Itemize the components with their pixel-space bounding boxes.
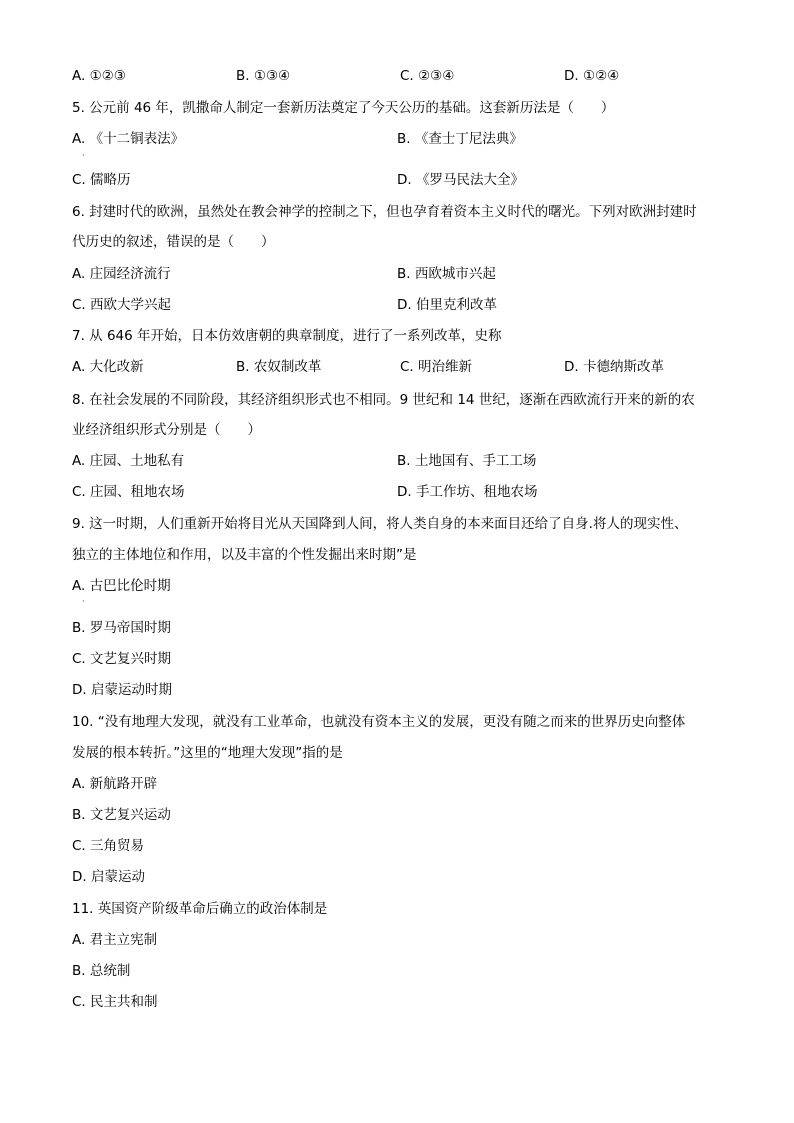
q9-option-a: A. 古巴比伦时期 (72, 578, 171, 594)
q7-option-a: A. 大化改新 (72, 359, 144, 375)
q7-option-b: B. 农奴制改革 (236, 359, 322, 375)
q8-option-a: A. 庄园、土地私有 (72, 453, 185, 469)
q4-option-d: D. ①②④ (564, 68, 620, 84)
q8-stem-line2: 业经济组织形式分别是（ ） (72, 422, 261, 438)
q7-options (72, 358, 734, 376)
q11-stem: 11. 英国资产阶级革命后确立的政治体制是 (72, 901, 328, 917)
q6-options-row1 (72, 265, 722, 283)
q10-option-b: B. 文艺复兴运动 (72, 807, 171, 823)
q6-options-row2 (72, 296, 722, 314)
q10-option-a: A. 新航路开辟 (72, 776, 158, 792)
q6-stem-line2: 代历史的叙述，错误的是（ ） (72, 234, 275, 250)
q8-options-row2 (72, 483, 722, 501)
q6-option-c: C. 西欧大学兴起 (72, 297, 172, 313)
q10-option-d: D. 启蒙运动 (72, 869, 145, 885)
q5-options-row2 (72, 171, 722, 189)
q6-option-d: D. 伯里克利改革 (397, 297, 497, 313)
q5-option-b: B. 《查士丁尼法典》 (397, 131, 523, 147)
q11-option-a: A. 君主立宪制 (72, 932, 158, 948)
q10-option-c: C. 三角贸易 (72, 838, 145, 854)
q8-stem-line1: 8. 在社会发展的不同阶段，其经济组织形式也不相同。9 世纪和 14 世纪，逐渐在西欧流行开来的新的农 (72, 392, 695, 408)
q4-options (72, 67, 734, 85)
q9-option-d: D. 启蒙运动时期 (72, 682, 172, 698)
q9-stem-line2: 独立的主体地位和作用，以及丰富的个性发掘出来时期”是 (72, 547, 417, 563)
q5-option-a: A. 《十二铜表法》 (72, 131, 185, 147)
q10-stem-line1: 10. “没有地理大发现，就没有工业革命，也就没有资本主义的发展，更没有随之而来的世界历史向整体 (72, 714, 686, 730)
q6-option-b: B. 西欧城市兴起 (397, 266, 496, 282)
emphasis-dot: · (82, 597, 85, 606)
q7-stem: 7. 从 646 年开始，日本仿效唐朝的典章制度，进行了一系列改革，史称 (72, 328, 502, 344)
q8-option-b: B. 土地国有、手工工场 (397, 453, 537, 469)
emphasis-dot: · (82, 151, 85, 160)
q5-option-c: C. 儒略历 (72, 172, 131, 188)
q4-option-b: B. ①③④ (236, 68, 291, 84)
q4-option-c: C. ②③④ (400, 68, 455, 84)
q8-options-row1 (72, 452, 722, 470)
q9-option-b: B. 罗马帝国时期 (72, 620, 171, 636)
q4-option-a: A. ①②③ (72, 68, 126, 84)
q6-stem-line1: 6. 封建时代的欧洲，虽然处在教会神学的控制之下，但也孕育着资本主义时代的曙光。下列对欧洲封建时 (72, 204, 697, 220)
q11-option-c: C. 民主共和制 (72, 994, 158, 1010)
q5-option-d: D. 《罗马民法大全》 (397, 172, 524, 188)
q6-option-a: A. 庄园经济流行 (72, 266, 171, 282)
q9-option-c: C. 文艺复兴时期 (72, 651, 172, 667)
q7-option-d: D. 卡德纳斯改革 (564, 359, 664, 375)
q11-option-b: B. 总统制 (72, 963, 131, 979)
q8-option-d: D. 手工作坊、租地农场 (397, 484, 538, 500)
q8-option-c: C. 庄园、租地农场 (72, 484, 185, 500)
q10-stem-line2: 发展的根本转折。”这里的“地理大发现”指的是 (72, 745, 343, 761)
q7-option-c: C. 明治维新 (400, 359, 473, 375)
q9-stem-line1: 9. 这一时期，人们重新开始将目光从天国降到人间，将人类自身的本来面目还给了自身.将人的现实性、 (72, 516, 688, 532)
q5-options-row1 (72, 130, 722, 148)
q5-stem: 5. 公元前 46 年，凯撒命人制定一套新历法奠定了今天公历的基础。这套新历法是（ ） (72, 100, 615, 116)
